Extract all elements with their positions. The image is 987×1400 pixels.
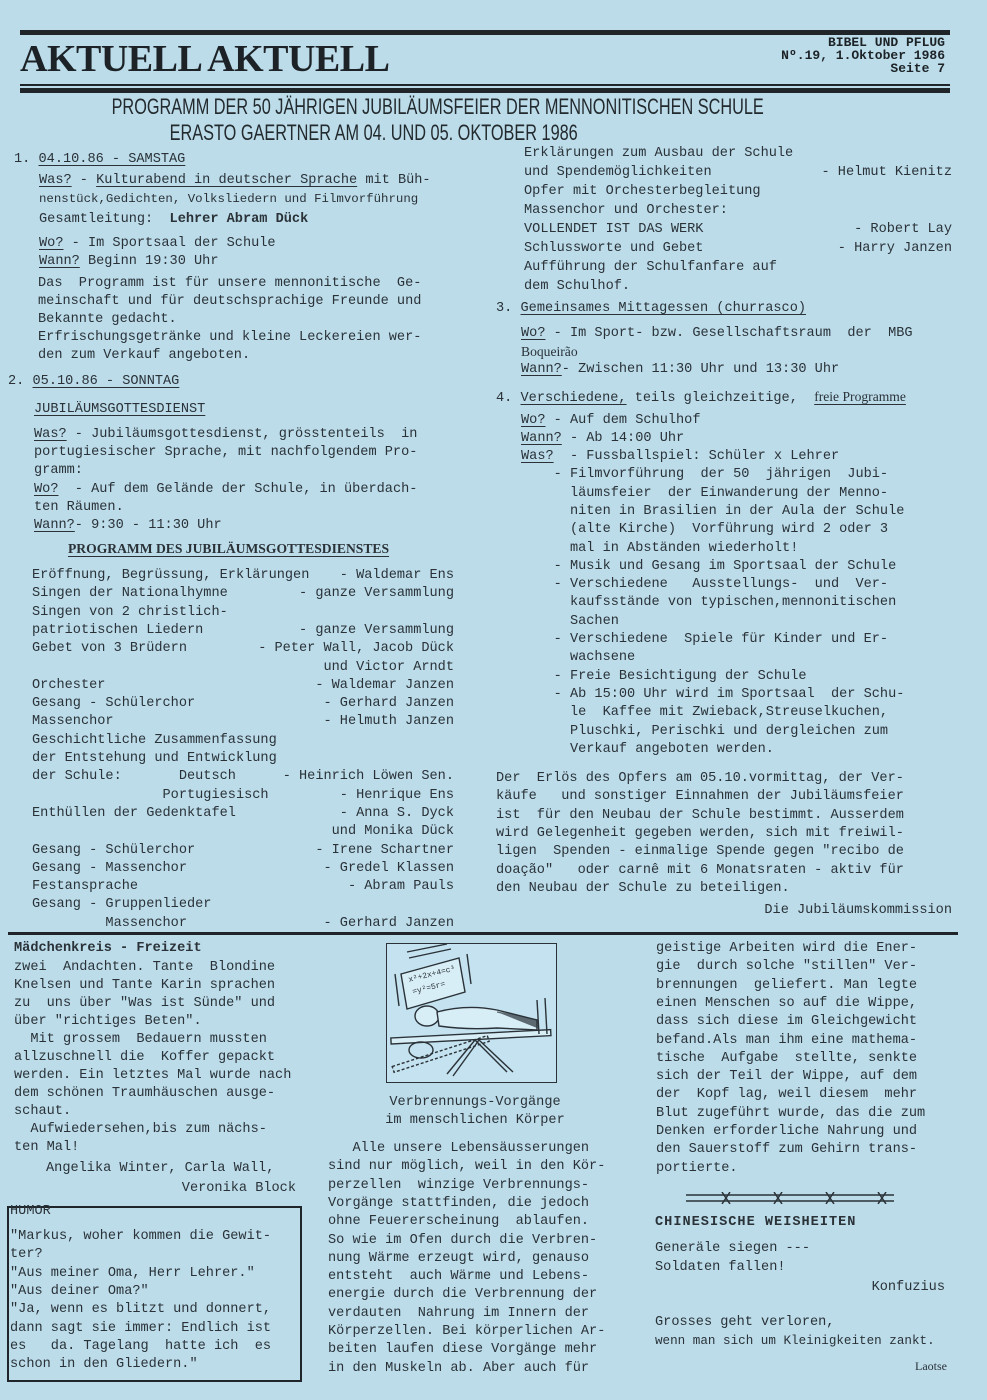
- closing-line: käufe und sonstiger Einnahmen der Jubiläumsfeier: [496, 789, 904, 805]
- person-on-seesaw-illustration: [387, 944, 555, 1081]
- program-item-activity: und Spendemöglichkeiten: [524, 165, 712, 180]
- program-item-person: und Monika Dück: [331, 824, 454, 840]
- day1-was: Was? - Kulturabend in deutscher Sprache mit Büh-: [39, 173, 431, 188]
- program-item-person: - Henrique Ens: [339, 787, 454, 803]
- quote2-author: Laotse: [915, 1359, 947, 1373]
- day4-activity-line: - Verschiedene Ausstellungs- und Ver-: [521, 577, 889, 593]
- day2-was-cont: portugiesischer Sprache, mit nachfolgendem Pro-: [34, 445, 418, 460]
- quote2-line2: wenn man sich um Kleinigkeiten zankt.: [655, 1334, 935, 1348]
- verbrennung-line: portierte.: [656, 1160, 738, 1176]
- program-item: [32, 896, 454, 914]
- day3-heading: 3. Gemeinsames Mittagessen (churrasco): [496, 301, 807, 316]
- headline-line-1: PROGRAMM DER 50 JÄHRIGEN JUBILÄUMSFEIER DER MENNONITISCHEN SCHULE: [111, 94, 764, 119]
- day3-wann: Wann?- Zwischen 11:30 Uhr und 13:30 Uhr: [521, 362, 840, 377]
- day2-was-cont: gramm:: [34, 463, 83, 478]
- day1-heading: 1. 04.10.86 - SAMSTAG: [14, 152, 186, 167]
- verbrennung-line: nung Wärme erzeugt wird, genauso: [328, 1250, 590, 1266]
- program-item: [524, 183, 952, 201]
- program-item: [32, 622, 454, 640]
- program-item-activity: Gesang - Massenchor: [32, 860, 187, 876]
- program-item-person: - Robert Lay: [854, 222, 952, 237]
- day4-activity-text: - Fussballspiel: Schüler x Lehrer: [553, 449, 840, 464]
- day4-activity-line: läumsfeier der Einwanderung der Menno-: [521, 485, 889, 501]
- humor-line: dann sagt sie immer: Endlich ist: [10, 1320, 272, 1336]
- verbrennung-line: befand.Als man ihm eine mathema-: [656, 1032, 918, 1048]
- publication-name: BIBEL UND PFLUG: [827, 35, 945, 50]
- program-item: [32, 750, 454, 768]
- program-item-activity: Gesang - Schülerchor: [32, 842, 196, 858]
- day4-activity-line: niten in Brasilien in der Aula der Schule: [521, 503, 905, 519]
- day2-wann: Wann?- 9:30 - 11:30 Uhr: [34, 518, 222, 533]
- illustration-caption-2: im menschlichen Körper: [385, 1113, 565, 1128]
- day4-activity-line: mal in Abständen wiederholt!: [521, 540, 799, 556]
- maedchenkreis-authors-2: Veronika Block: [181, 1181, 296, 1196]
- closing-line: doação" oder carnê mit 6 Monatsraten - aktiv für: [496, 862, 904, 878]
- day4-activity-line: le Kaffee mit Zwieback,Streuselkuchen,: [521, 705, 889, 721]
- program-item-activity: Portugiesisch: [32, 787, 269, 803]
- program-item: [524, 145, 952, 163]
- program-item-person: - Gredel Klassen: [323, 860, 454, 876]
- maedchenkreis-line: Mit grossem Bedauern mussten: [14, 1032, 267, 1047]
- verbrennung-line: einen Menschen so auf die Wippe,: [656, 995, 918, 1011]
- program-item-activity: Erklärungen zum Ausbau der Schule: [524, 146, 794, 161]
- ornamental-divider: [686, 1192, 894, 1204]
- maedchenkreis-authors-1: Angelika Winter, Carla Wall,: [46, 1161, 275, 1176]
- masthead-title: AKTUELL AKTUELL: [20, 38, 390, 80]
- humor-line: "Ja, wenn es blitzt und donnert,: [10, 1302, 272, 1318]
- humor-line: schon in den Gliedern.": [10, 1357, 198, 1373]
- program-item-activity: Festansprache: [32, 879, 139, 895]
- closing-line: ist für den Neubau der Schule bestimmt. Ausserdem: [496, 807, 904, 823]
- program-item-person: und Victor Arndt: [323, 659, 454, 675]
- verbrennung-line: beiten laufen diese Vorgänge mehr: [328, 1342, 598, 1358]
- program-item-activity: dem Schulhof.: [524, 279, 631, 294]
- day4-activity-line: wachsene: [521, 650, 636, 666]
- maedchenkreis-line: über "richtiges Beten".: [14, 1014, 202, 1029]
- day4-activity-line: kaufsstände von typischen,mennonitischen: [521, 595, 897, 611]
- maedchenkreis-line: Aufwiedersehen,bis zum nächs-: [14, 1122, 267, 1137]
- program-item-activity: Gesang - Schülerchor: [32, 696, 196, 712]
- masthead-info: [781, 36, 945, 75]
- verbrennung-line: den Sauerstoff zum Gehirn trans-: [656, 1142, 918, 1158]
- formula-text-1: x²+2x+4=c³: [407, 964, 457, 985]
- program-item-activity: patriotischen Liedern: [32, 622, 204, 638]
- program-item-person: - Waldemar Ens: [339, 568, 454, 583]
- humor-line: es da. Tagelang hatte ich es: [10, 1338, 272, 1354]
- program-item: [32, 713, 454, 731]
- program-item: [32, 585, 454, 603]
- verbrennung-line: entsteht auch Wärme und Lebens-: [328, 1269, 590, 1285]
- day2-service-title: JUBILÄUMSGOTTESDIENST: [34, 402, 206, 417]
- day4-wann: Wann? - Ab 14:00 Uhr: [521, 431, 685, 446]
- verbrennung-line: sind nur möglich, weil in den Kör-: [328, 1159, 606, 1175]
- quote1-line1: Generäle siegen ---: [655, 1241, 810, 1256]
- humor-line: "Aus meiner Oma, Herr Lehrer.": [10, 1265, 255, 1281]
- maedchenkreis-line: dem schönen Traumhäuschen ausge-: [14, 1086, 276, 1101]
- program-item-person: - Gerhard Janzen: [323, 915, 454, 931]
- humor-line: "Aus deiner Oma?": [10, 1283, 149, 1299]
- verbrennung-line: verdauten Nahrung im Innern der: [328, 1305, 590, 1321]
- quote2-line1: Grosses geht verloren,: [655, 1315, 835, 1330]
- program-item-person: - Waldemar Janzen: [315, 677, 454, 693]
- day4-activity-line: Pluschki, Perischki und dergleichen zum: [521, 723, 889, 739]
- day4-activity-line: [521, 448, 839, 466]
- maedchenkreis-line: schaut.: [14, 1104, 72, 1119]
- program-item: [32, 842, 454, 860]
- day4-activity-line: - Ab 15:00 Uhr wird im Sportsaal der Schu-: [521, 686, 905, 702]
- verbrennung-line: gie durch solche "stillen" Ver-: [656, 959, 918, 975]
- program-item-activity: Singen von 2 christlich-: [32, 604, 228, 620]
- day2-wo: Wo? - Auf dem Gelände der Schule, in überdach-: [34, 482, 418, 497]
- verbrennung-line: perzellen winzige Verbrennungs-: [328, 1177, 590, 1193]
- program-item: [32, 640, 454, 658]
- verbrennung-line: Blut zugeführt wurde, das die zum: [656, 1105, 926, 1121]
- program-item: [32, 915, 454, 933]
- verbrennung-line: der Kopf lag, weil diesem mehr: [656, 1087, 918, 1103]
- program-item-activity: Massenchor: [32, 714, 114, 730]
- weisheiten-title: CHINESISCHE WEISHEITEN: [655, 1215, 857, 1230]
- day1-description: meinschaft und für deutschsprachige Freunde und: [38, 294, 422, 309]
- verbrennung-line: dass sich diese im Gleichgewicht: [656, 1014, 918, 1030]
- program-item: [32, 677, 454, 695]
- day1-was-cont: nenstück,Gedichten, Volksliedern und Filmvorführung: [39, 192, 419, 206]
- person-head: [415, 1006, 439, 1026]
- illustration-caption-1: Verbrennungs-Vorgänge: [389, 1095, 561, 1110]
- program-item-person: - Helmut Kienitz: [821, 165, 952, 180]
- program-item: [32, 567, 454, 585]
- day4-activity-line: Verkauf angeboten werden.: [521, 741, 774, 757]
- program-item-activity: Opfer mit Orchesterbegleitung: [524, 184, 761, 199]
- program-item-person: - Irene Schartner: [315, 842, 454, 858]
- program-item: [524, 240, 952, 258]
- program-item-activity: Massenchor und Orchester:: [524, 203, 728, 218]
- program-item-activity: Gesang - Gruppenlieder: [32, 897, 212, 913]
- day1-description: Bekannte gedacht.: [38, 312, 177, 327]
- program-item-activity: Aufführung der Schulfanfare auf: [524, 260, 777, 275]
- program-item: [32, 732, 454, 750]
- program-item: [32, 805, 454, 823]
- program-item: [524, 278, 952, 296]
- program-item-activity: Orchester: [32, 677, 106, 693]
- quote1-author: Konfuzius: [871, 1280, 945, 1295]
- day1-description: den zum Verkauf angeboten.: [38, 348, 251, 363]
- day4-activity-line: - Freie Besichtigung der Schule: [521, 668, 807, 684]
- masthead-bottom-rule-thin: [20, 84, 950, 86]
- closing-line: den Neubau der Schule zu beteiligen.: [496, 880, 790, 896]
- maedchenkreis-line: ten Mal!: [14, 1140, 80, 1155]
- program-item-person: - Gerhard Janzen: [323, 696, 454, 712]
- program-item: [32, 695, 454, 713]
- program-item-activity: der Schule: Deutsch: [32, 769, 236, 785]
- program-item: [32, 604, 454, 622]
- program-item: [32, 787, 454, 805]
- maedchenkreis-title: Mädchenkreis - Freizeit: [14, 941, 202, 956]
- program-item: [32, 659, 454, 677]
- program-item: [524, 221, 952, 239]
- seesaw-plank: [391, 1030, 551, 1044]
- maedchenkreis-line: Knelsen und Tante Karin sprachen: [14, 978, 276, 993]
- program-item-person: - Abram Pauls: [347, 879, 454, 895]
- program-item: [32, 823, 454, 841]
- program-item-activity: VOLLENDET IST DAS WERK: [524, 222, 704, 237]
- program-item-person: - Helmuth Janzen: [323, 714, 454, 730]
- closing-signature: Die Jubiläumskommission: [764, 903, 952, 918]
- day1-description: Das Programm ist für unsere mennonitische Ge-: [38, 276, 422, 291]
- program-item-activity: Geschichtliche Zusammenfassung: [32, 732, 277, 748]
- program-item-activity: Singen der Nationalhymne: [32, 586, 228, 602]
- maedchenkreis-line: zu uns über "Was ist Sünde" und: [14, 996, 276, 1011]
- program-item-person: - Peter Wall, Jacob Dück: [258, 641, 454, 657]
- verbrennung-line: geistige Arbeiten wird die Ener-: [656, 941, 918, 956]
- program-item-activity: der Entstehung und Entwicklung: [32, 751, 277, 766]
- verbrennung-line: So wie im Ofen durch die Verbren-: [328, 1232, 598, 1248]
- verbrennung-line: Vorgänge stattfinden, die jedoch: [328, 1195, 590, 1211]
- day4-wo: Wo? - Auf dem Schulhof: [521, 413, 701, 428]
- verbrennung-line: Alle unsere Lebensäusserungen: [328, 1141, 590, 1156]
- program-item-activity: Enthüllen der Gedenktafel: [32, 805, 236, 821]
- program-item: [32, 860, 454, 878]
- verbrennung-line: sich der Teil der Wippe, auf dem: [656, 1069, 918, 1085]
- program-item: [524, 164, 952, 182]
- day3-wo-cont: Boqueirão: [521, 344, 578, 359]
- program-item-activity: Eröffnung, Begrüssung, Erklärungen: [32, 568, 310, 583]
- verbrennung-line: tische Aufgabe stellte, senkte: [656, 1050, 918, 1066]
- program-item-activity: Massenchor: [32, 915, 187, 931]
- program-item-activity: Schlussworte und Gebet: [524, 241, 704, 256]
- day1-wo: Wo? - Im Sportsaal der Schule: [39, 236, 276, 251]
- program-item-person: - Heinrich Löwen Sen.: [282, 769, 454, 785]
- maedchenkreis-line: zwei Andachten. Tante Blondine: [14, 960, 276, 975]
- verbrennung-line: energie durch die Verbrennung der: [328, 1287, 598, 1303]
- page-number: Seite 7: [890, 61, 945, 76]
- formula-text-2: =y²=5r=: [411, 980, 447, 997]
- program-item-person: - ganze Versammlung: [299, 586, 454, 602]
- day3-wo: Wo? - Im Sport- bzw. Gesellschaftsraum der MBG: [521, 326, 913, 341]
- humor-line: ter?: [10, 1247, 43, 1263]
- day4-activity-line: - Filmvorführung der 50 jährigen Jubi-: [521, 467, 889, 483]
- humor-line: "Markus, woher kommen die Gewit-: [10, 1229, 272, 1244]
- program-item-person: - Anna S. Dyck: [339, 805, 454, 821]
- day1-description: Erfrischungsgetränke und kleine Leckereien wer-: [38, 330, 422, 345]
- quote1-line2: Soldaten fallen!: [655, 1260, 786, 1275]
- verbrennung-line: in den Muskeln ab. Aber auch für: [328, 1360, 590, 1376]
- day1-wann: Wann? Beginn 19:30 Uhr: [39, 254, 219, 269]
- section-divider: [8, 932, 958, 935]
- day4-heading: 4. Verschiedene, teils gleichzeitige, freie Programme: [496, 389, 906, 406]
- day4-was-label: Was?: [521, 449, 554, 464]
- maedchenkreis-line: allzuschnell die Koffer gepackt: [14, 1050, 276, 1065]
- day4-activity-line: - Verschiedene Spiele für Kinder und Er-: [521, 632, 889, 647]
- day2-was: Was? - Jubiläumsgottesdienst, grösstenteils in: [34, 427, 418, 442]
- day2-program-title: PROGRAMM DES JUBILÄUMSGOTTESDIENSTES: [68, 541, 390, 556]
- closing-line: Der Erlös des Opfers am 05.10.vormittag, der Ver-: [496, 771, 904, 786]
- day2-wo-cont: ten Räumen.: [34, 500, 124, 515]
- program-item-person: - Harry Janzen: [837, 241, 952, 256]
- issue-date: Nº.19, 1.Oktober 1986: [781, 48, 945, 63]
- maedchenkreis-line: werden. Ein letztes Mal wurde nach: [14, 1068, 292, 1083]
- verbrennung-line: Denken erforderliche Nahrung und: [656, 1124, 918, 1139]
- program-item: [32, 768, 454, 786]
- humor-title: HUMOR: [10, 1204, 51, 1219]
- program-item-person: - ganze Versammlung: [299, 622, 454, 638]
- headline-line-2: ERASTO GAERTNER AM 04. UND 05. OKTOBER 1986: [169, 120, 578, 145]
- program-item-activity: Gebet von 3 Brüdern: [32, 641, 187, 657]
- masthead-top-rule: [20, 30, 950, 35]
- day4-activity-line: (alte Kirche) Vorführung wird 2 oder 3: [521, 522, 889, 538]
- verbrennung-line: brennungen geliefert. Man legte: [656, 977, 918, 993]
- program-item: [524, 259, 952, 277]
- verbrennung-line: Körperzellen. Bei körperlichen Ar-: [328, 1324, 606, 1339]
- program-item: [32, 878, 454, 896]
- day1-leitung: Gesamtleitung: Lehrer Abram Dück: [39, 212, 309, 227]
- wippe-illustration: [386, 943, 557, 1083]
- closing-line: ligen Spenden - einmalige Spende gegen "recibo de: [496, 844, 904, 860]
- day4-activity-line: - Musik und Gesang im Sportsaal der Schule: [521, 558, 897, 574]
- verbrennung-line: ohne Feuererscheinung ablaufen.: [328, 1214, 590, 1230]
- day4-activity-line: Sachen: [521, 613, 619, 629]
- day2-heading: 2. 05.10.86 - SONNTAG: [8, 374, 180, 389]
- closing-line: wird Gelegenheit gegeben werden, sich mit freiwil-: [496, 825, 904, 841]
- program-item: [524, 202, 952, 220]
